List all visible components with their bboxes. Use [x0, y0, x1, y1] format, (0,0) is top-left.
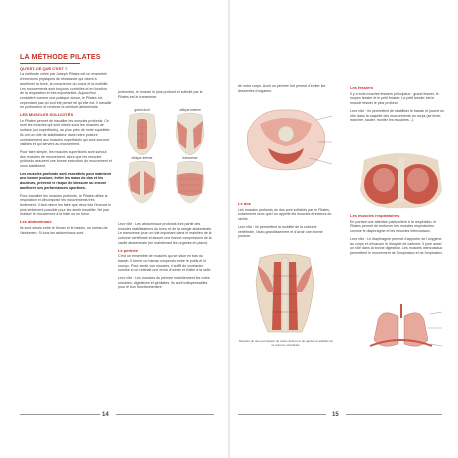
- section-text: C'est un ensemble de muscles qui se situe en bas du bassin. Il forme un hamac suspendu entre le pubis et le coccyx. Pour sentir vos muscles, il suffit de contracter comme si on retenait une envie d'uriner et d'aller à la selle.: [118, 254, 212, 273]
- section-heading: LES MUSCLES SOLLICITÉS: [20, 112, 74, 118]
- section-text: Leur rôle : Les abdominaux profonds font partie des muscles stabilisateurs du tronc et de la sangle abdominale. Le transverse joue un rôle important dans le maintien de la colonne vertébrale et assure une bonne compression de la cavité abdominale (en maintenant les organes en place).: [118, 222, 213, 245]
- figure-caption: Muscles du dos permettent de rester debout et de garder la stabilité de la colonne vertébrale.: [238, 339, 334, 347]
- section-heading: Le dos: [238, 201, 251, 206]
- section-text: La méthode créée par Joseph Pilates est un ensemble d'exercices physiques de résistance qui visent à améliorer la force, la conscience du corps et la mobilité. Les mouvements sont toujours contrôlés et en fonction de la respiration et très importantes. Aujourd'hui considéré comme une pratique douce, le Pilates n'a cependant pas du tout été pensé tel qu'elle est. Il travaille en profondeur et renforce la ceinture abdominale.: [20, 72, 112, 110]
- page-number-rule: [20, 414, 100, 415]
- left-column-1: [20, 56, 112, 238]
- page-title: LA MÉTHODE PILATES: [20, 54, 101, 61]
- left-column-2: [118, 90, 214, 102]
- section-text: En portant une attention particulière à la respiration, le Pilates permet de renforcer les muscles respiratoires comme le diaphragme et les muscles intercostaux.: [350, 219, 437, 234]
- page-number: 14: [102, 412, 109, 418]
- section-heading: Les fessiers: [350, 85, 374, 90]
- perineum-figure: [238, 102, 334, 174]
- abdominal-muscles-figure: [118, 108, 214, 208]
- page-number: 15: [332, 412, 339, 418]
- left-page: [0, 0, 228, 458]
- section-text: Il y a trois muscles fessiers principaux : grand fessier, le moyen fessier et le petit fessier. Le petit fessier est le muscle fessier le plus profond.: [350, 91, 439, 106]
- respiratory-figure: [358, 300, 444, 354]
- page-number-rule: [346, 414, 442, 415]
- section-text: Ils sont situés entre le thorax et le bassin, au niveau de l'abdomen. Si tous les abdominaux sont: [20, 225, 108, 235]
- section-text: Leur rôle : Le diaphragme permet d'apporter de l'oxygène au corps et d'évacuer le dioxyde de carbone. Il joue aussi un rôle dans la bonne digestion. Les muscles intercostaux permettent le mouvement de l'inspiration et de l'expiration.: [350, 236, 443, 255]
- torso-illustrations: [118, 108, 214, 208]
- section-text: profondes, le muscle le plus profond et sollicité par le Pilates est le transverse.: [118, 90, 203, 99]
- right-column-2: [350, 84, 446, 126]
- figure-label: transverse: [182, 156, 198, 160]
- back-muscles-figure: [250, 252, 320, 336]
- figure-label: oblique interne: [131, 156, 153, 160]
- section-text: de notre corps. Avoir un périnée fort permet d'éviter les descentes d'organes.: [238, 84, 326, 93]
- section-heading: Les muscles respiratoires: [350, 213, 400, 218]
- glutes-figure: [358, 150, 444, 210]
- right-column-1: [238, 200, 334, 242]
- left-column-2-bottom: [118, 222, 214, 293]
- section-heading: Les abdominaux: [20, 219, 52, 225]
- right-page: [230, 0, 458, 458]
- section-text: Pour travailler les muscles profonds, le Pilates utilise la respiration et décompose les mouvements très lentement. Il faut mieux les faire que deux fois l'énoncé le plus lentement possible pour les sentir travailler. Ne pas réaliser le mouvement à la hâte ou en force.: [20, 193, 112, 217]
- section-heading: QU'EST-CE QUE C'EST ?: [20, 65, 68, 71]
- figure-label: oblique externe: [179, 108, 201, 112]
- section-text: Le Pilates permet de travailler les muscles profonds. Ce sont les muscles qui sont situés sous les muscles de surface (ou superficiels), au plus près de notre squelette. Ils ont un rôle de stabilisateur dans notre posture contrairement aux muscles superficiels qui sont souvent visibles et qui servent au mouvement.: [20, 118, 111, 147]
- section-text: Leur rôle : Les muscles du périnée maintiennent les voies urinaires, digestives et génitales. Ils sont indispensables pour le bon fonctionnement: [118, 276, 210, 290]
- section-text: Leur rôle : Ils permettent de stabiliser le bassin et jouent un rôle dans la majorité des mouvements du corps (se lever, marcher, sauter, monter les escaliers...).: [350, 108, 445, 123]
- figure-label: grand droit: [134, 108, 150, 112]
- section-heading: Le périnée: [118, 247, 139, 253]
- section-highlight: Les muscles profonds sont essentiels pour maintenir une bonne posture, éviter les maux de dos et les douleurs, prévenir le risque de blessure ou encore améliorer ses performances sportives.: [20, 171, 112, 190]
- title-underline: [20, 63, 80, 64]
- right-column-2-middle: [350, 212, 446, 259]
- right-column-1-top: [238, 84, 334, 96]
- page-number-rule: [238, 414, 326, 415]
- section-text: Leur rôle : Ils permettent la mobilité de la colonne vertébrale, l'auto-grandissement et d'avoir une bonne posture.: [238, 224, 323, 239]
- section-text: Les muscles profonds du dos sont sollicités par le Pilates, notamment ceux que l'on appelle les muscles érecteurs du rachis.: [238, 207, 332, 222]
- section-text: Pour faire simple, les muscles superficiels sont surtout des muscles de mouvement, alors que les muscles profonds assurent une bonne exécution du mouvement et nous stabilisent.: [20, 149, 112, 169]
- page-number-rule: [116, 414, 214, 415]
